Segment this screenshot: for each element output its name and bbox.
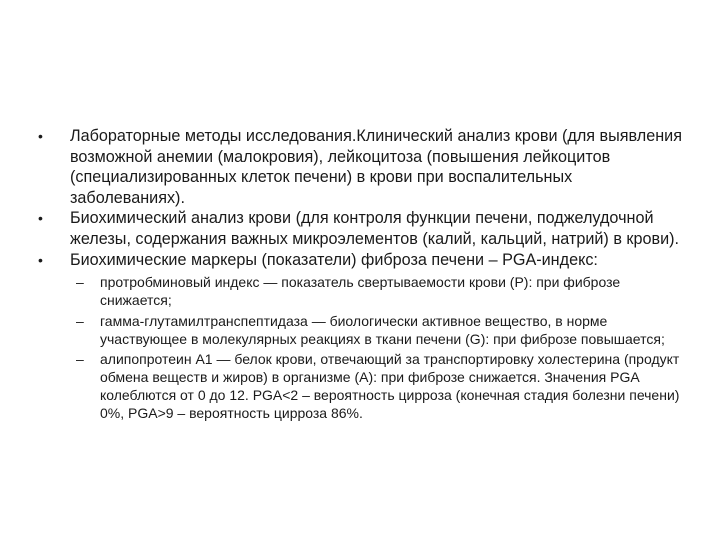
sub-bullet-list [36, 274, 686, 422]
sub-bullet-marker: – [76, 351, 84, 368]
slide-content [36, 126, 686, 426]
sub-bullet-item [68, 351, 688, 422]
bullet-text: Биохимический анализ крови (для контроля функции печени, поджелудочной железы, содержания важных микроэлементов (калий, кальций, натрий) в крови). [70, 209, 680, 248]
sub-bullet-text: протробминовый индекс — показатель свертываемости крови (P): при фиброзе снижается; [100, 274, 621, 308]
sub-bullet-text: гамма-глутамилтранспептидаза — биологически активное вещество, в норме участвующее в молекулярных реакциях в ткани печени (G): при фиброзе повышается; [100, 312, 665, 347]
bullet-item [36, 126, 686, 208]
bullet-marker: • [38, 128, 43, 144]
sub-bullet-text: алипопротеин A1 — белок крови, отвечающий за транспортировку холестерина (продукт обмена веществ и жиров) в организме (A): при фиброзе снижается. Значения PGA колеблются от 0 до 12. PGA<2 – вероятность цирроза (конечная стадия болезни печени) 0%, PGA>9 – вероятность цирроза 86%. [100, 351, 680, 421]
bullet-text: Лабораторные методы исследования.Клинический анализ крови (для выявления возможной анемии (малокровия), лейкоцитоза (повышения лейкоцитов (специализированных клеток печени) в крови при воспалительных заболеваниях). [70, 127, 682, 207]
bullet-item [36, 250, 686, 271]
sub-bullet-item [68, 274, 688, 310]
sub-bullet-marker: – [76, 312, 84, 329]
bullet-marker: • [38, 251, 43, 268]
bullet-text: Биохимические маркеры (показатели) фиброза печени – PGA-индекс: [70, 250, 598, 269]
bullet-list [36, 126, 686, 270]
sub-bullet-marker: – [76, 274, 84, 291]
sub-bullet-item [68, 313, 688, 349]
bullet-item [36, 208, 686, 249]
bullet-marker: • [38, 210, 43, 227]
